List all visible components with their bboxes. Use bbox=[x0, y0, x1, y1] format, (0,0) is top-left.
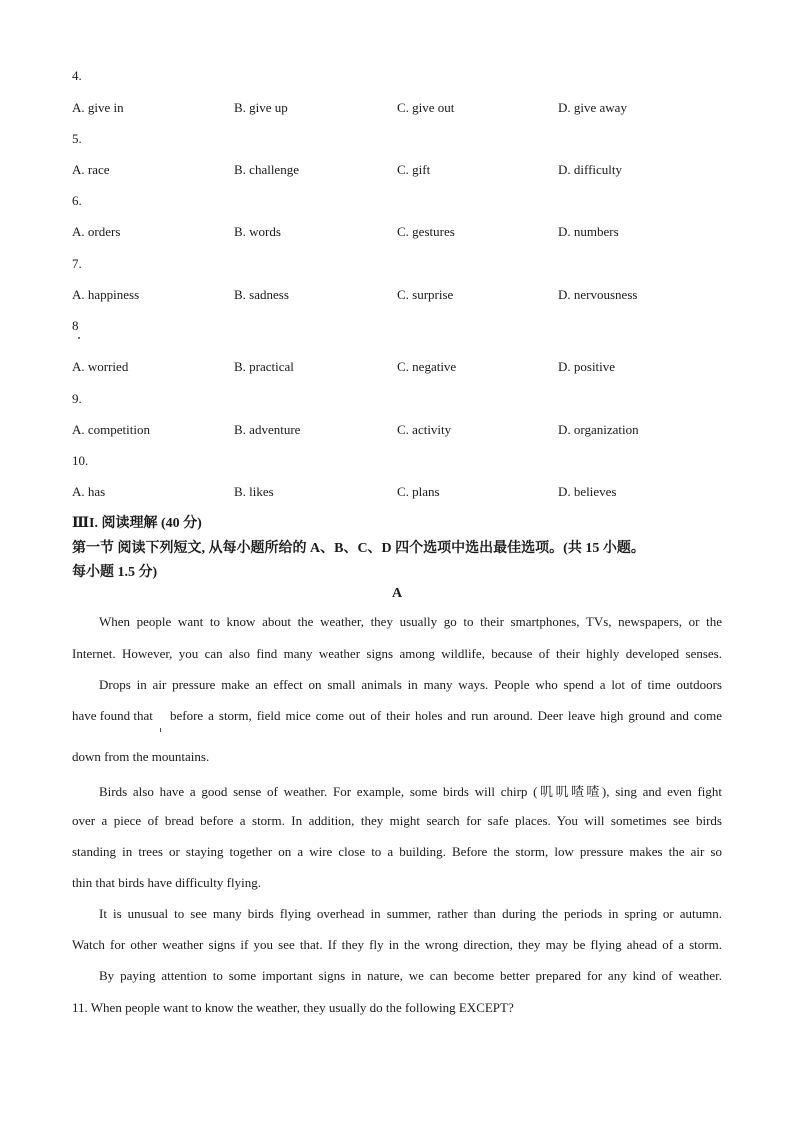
question-number: 10. bbox=[72, 453, 89, 468]
question-11: 11. When people want to know the weather, they usually do the following EXCEPT? bbox=[72, 1000, 514, 1015]
option-c: C. gestures bbox=[397, 224, 455, 239]
option-a: A. worried bbox=[72, 359, 129, 374]
option-row bbox=[72, 224, 732, 242]
option-row bbox=[72, 100, 732, 118]
option-d: D. believes bbox=[558, 484, 617, 499]
passage-line: Birds also have a good sense of weather. For example, some birds will chirp (叽叽喳喳), sing and even fight bbox=[99, 784, 722, 799]
option-d: D. numbers bbox=[558, 224, 619, 239]
passage-line: By paying attention to some important signs in nature, we can become better prepared for any kind of weather. bbox=[99, 968, 722, 983]
option-row bbox=[72, 287, 732, 305]
option-b: B. likes bbox=[234, 484, 274, 499]
option-b: B. adventure bbox=[234, 422, 301, 437]
option-d: D. positive bbox=[558, 359, 616, 374]
stray-mark bbox=[160, 728, 161, 732]
option-d: D. give away bbox=[558, 100, 627, 115]
passage-line: It is unusual to see many birds flying overhead in summer, rather than during the periods in spring or autumn. bbox=[99, 906, 722, 921]
passage-line-part: before a storm, field mice come out of their holes and run around. Deer leave high ground and come bbox=[170, 708, 722, 723]
passage-line: Watch for other weather signs if you see that. If they fly in the wrong direction, they may be flying ahead of a storm. bbox=[72, 937, 722, 952]
option-b: B. give up bbox=[234, 100, 288, 115]
option-c: C. negative bbox=[397, 359, 457, 374]
option-c: C. surprise bbox=[397, 287, 454, 302]
option-d: D. difficulty bbox=[558, 162, 623, 177]
option-a: A. orders bbox=[72, 224, 121, 239]
option-a: A. competition bbox=[72, 422, 150, 437]
option-b: B. words bbox=[234, 224, 281, 239]
passage-line: Internet. However, you can also find many weather signs among wildlife, because of their highly developed senses. bbox=[72, 646, 722, 661]
passage-line: Drops in air pressure make an effect on small animals in many ways. People who spend a lot of time outdoors bbox=[99, 677, 722, 692]
option-c: C. plans bbox=[397, 484, 440, 499]
question-number: 6. bbox=[72, 193, 82, 208]
option-a: A. give in bbox=[72, 100, 124, 115]
question-number: 4. bbox=[72, 68, 82, 83]
passage-line: thin that birds have difficulty flying. bbox=[72, 875, 261, 890]
passage-line: standing in trees or staying together on a wire close to a building. Before the storm, low pressure makes the air so bbox=[72, 844, 722, 859]
passage-line: over a piece of bread before a storm. In addition, they might search for safe places. You will sometimes see birds bbox=[72, 813, 722, 828]
passage-line: down from the mountains. bbox=[72, 749, 210, 764]
option-c: C. activity bbox=[397, 422, 452, 437]
passage-line-part: have found that bbox=[72, 708, 153, 723]
section-instruction-cont: 每小题 1.5 分) bbox=[72, 565, 158, 580]
passage-line: When people want to know about the weather, they usually go to their smartphones, TVs, newspapers, or the bbox=[99, 614, 722, 629]
stray-mark bbox=[78, 337, 80, 339]
option-row bbox=[72, 484, 732, 502]
option-a: A. has bbox=[72, 484, 106, 499]
question-number: 8 bbox=[72, 318, 79, 333]
passage-label: A bbox=[391, 586, 403, 601]
question-number: 5. bbox=[72, 131, 82, 146]
question-number: 9. bbox=[72, 391, 82, 406]
option-d: D. organization bbox=[558, 422, 639, 437]
option-d: D. nervousness bbox=[558, 287, 638, 302]
option-row bbox=[72, 162, 732, 180]
option-b: B. practical bbox=[234, 359, 294, 374]
section-instruction: 第一节 阅读下列短文, 从每小题所给的 A、B、C、D 四个选项中选出最佳选项。(共 15 小题。 bbox=[72, 541, 645, 556]
option-row bbox=[72, 359, 732, 377]
option-c: C. give out bbox=[397, 100, 455, 115]
question-number: 7. bbox=[72, 256, 82, 271]
option-b: B. sadness bbox=[234, 287, 289, 302]
option-b: B. challenge bbox=[234, 162, 299, 177]
option-a: A. happiness bbox=[72, 287, 140, 302]
section-title: ⅢI. 阅读理解 (40 分) bbox=[72, 516, 202, 531]
option-c: C. gift bbox=[397, 162, 431, 177]
option-row bbox=[72, 422, 732, 440]
option-a: A. race bbox=[72, 162, 110, 177]
